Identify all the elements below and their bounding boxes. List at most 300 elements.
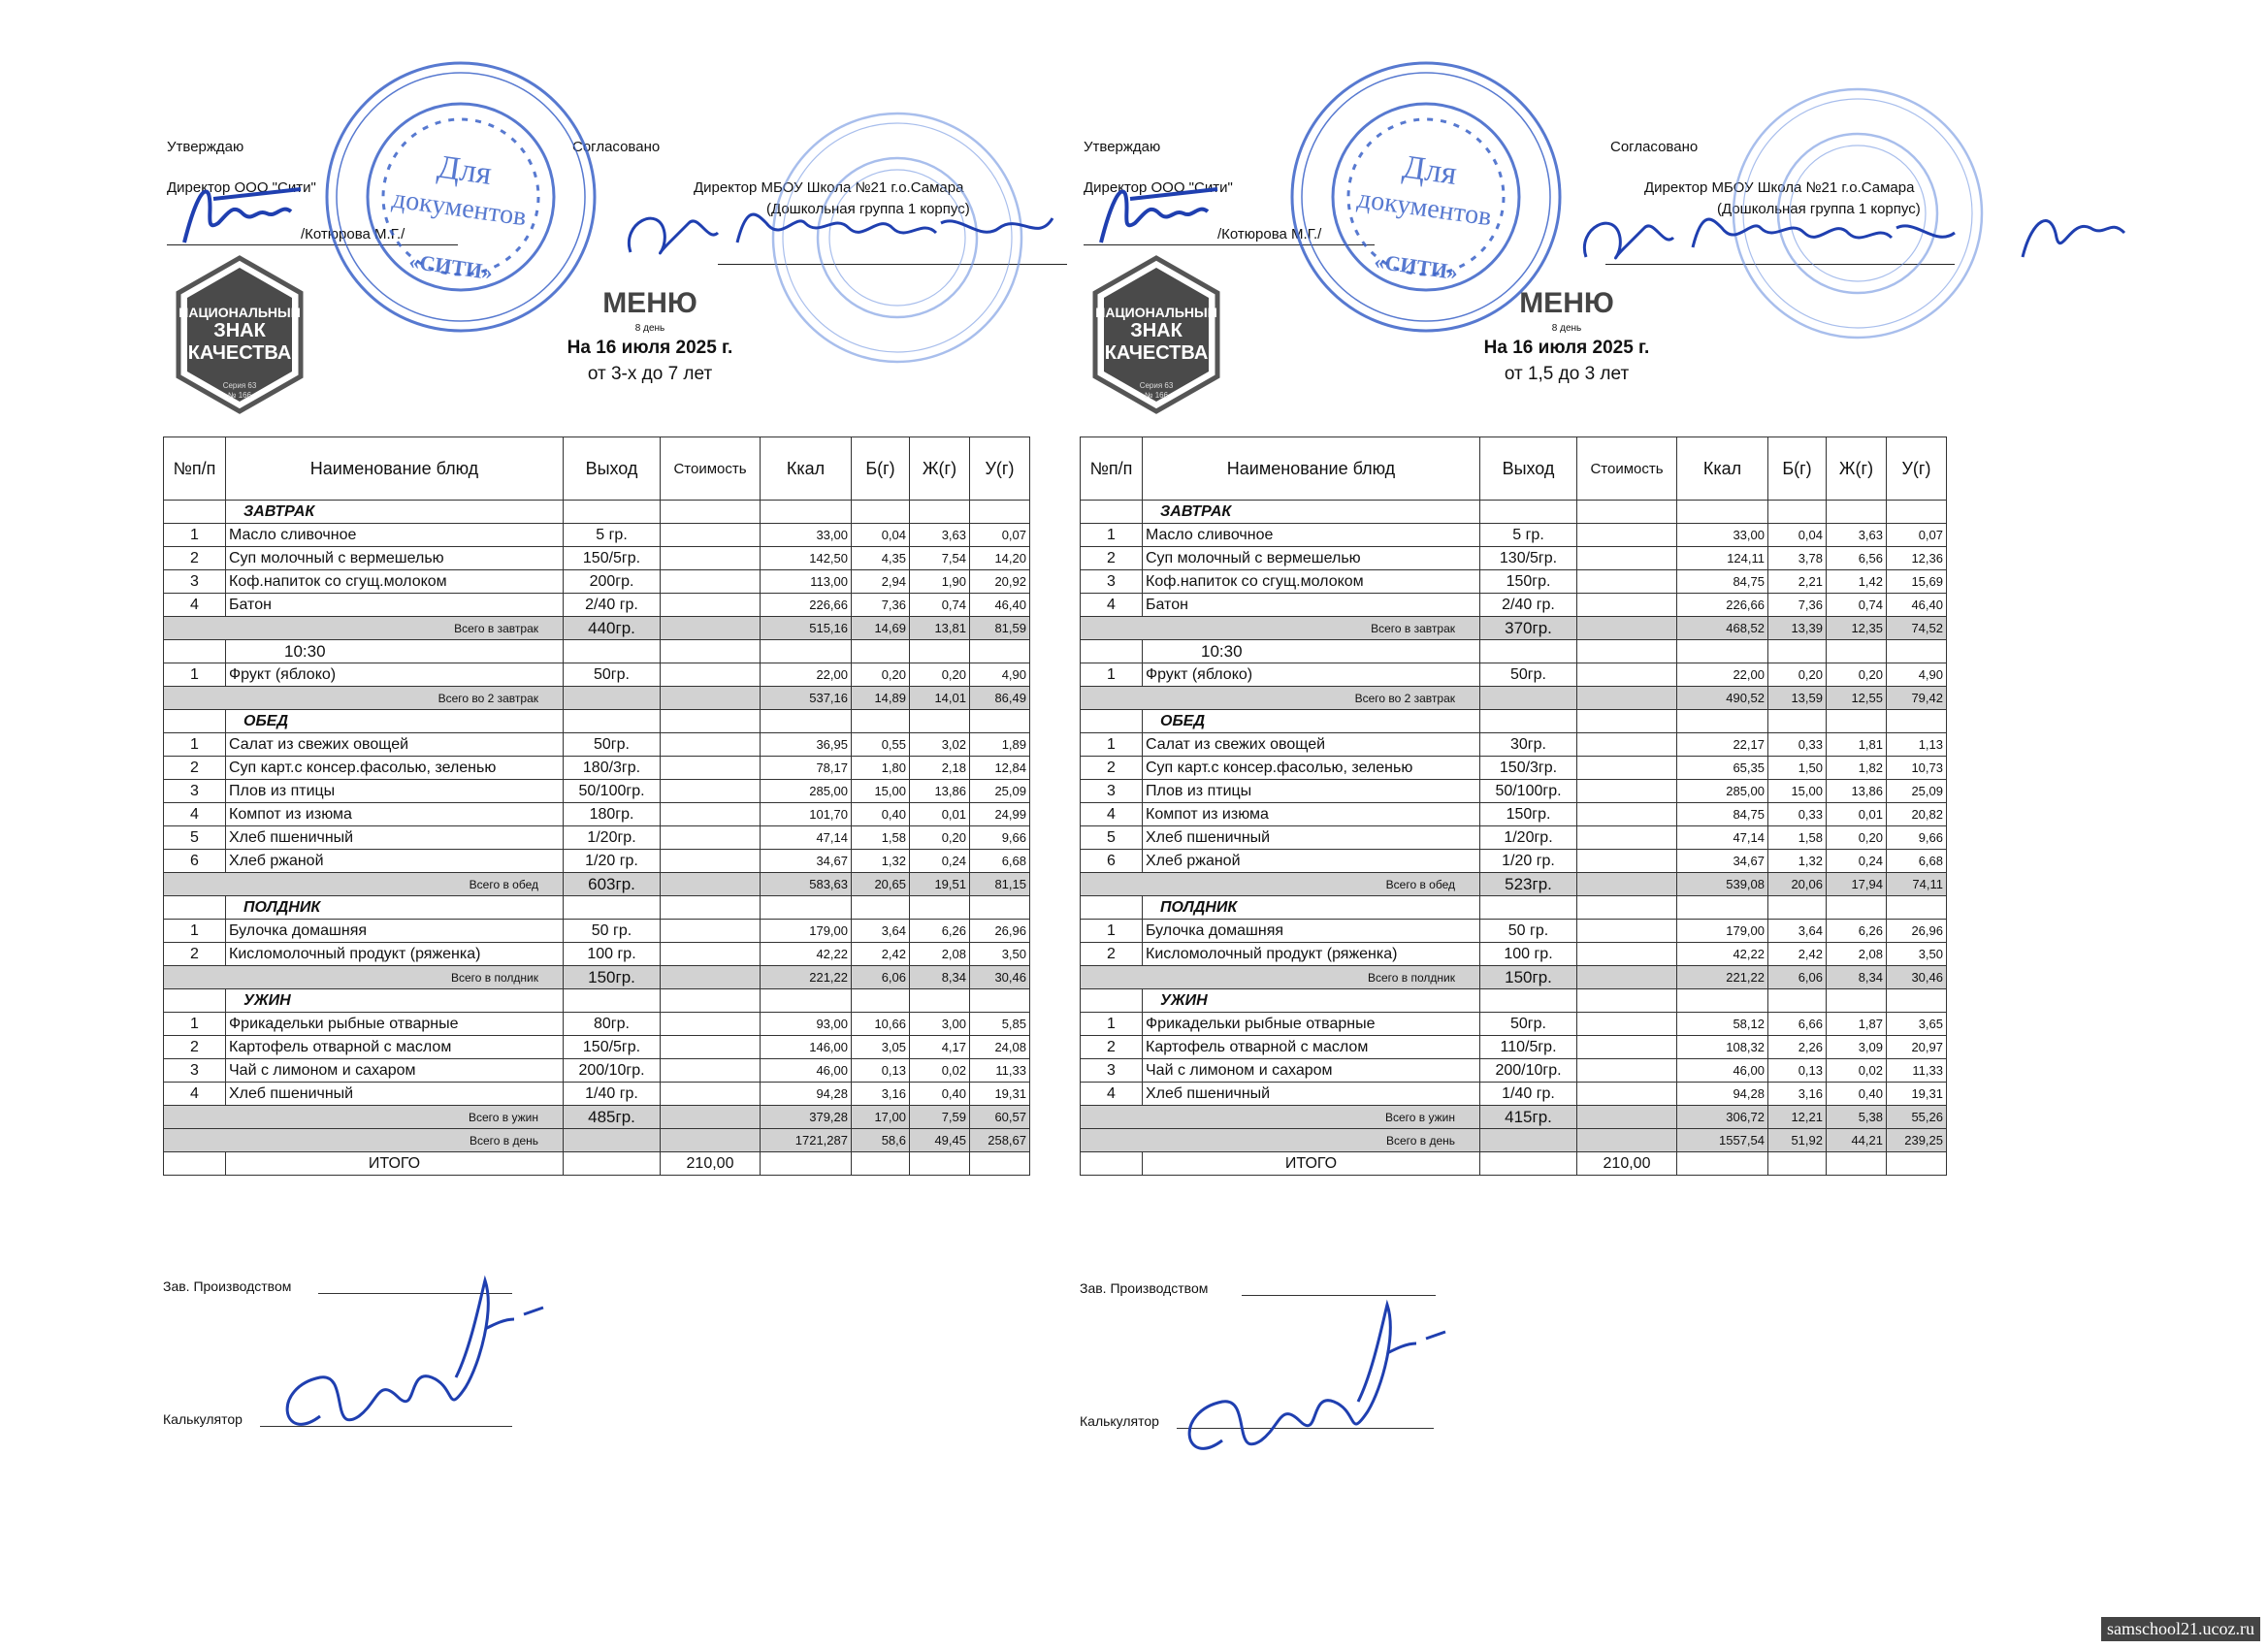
cell-empty xyxy=(1887,896,1947,920)
company-stamp-icon xyxy=(320,56,601,338)
total-yield xyxy=(1480,1129,1577,1152)
dish-cost xyxy=(1577,1013,1677,1036)
cell-empty xyxy=(1577,966,1677,989)
cell-empty xyxy=(661,1129,761,1152)
row-number: 3 xyxy=(1081,780,1143,803)
dish-yield: 80гр. xyxy=(564,1013,661,1036)
section-row xyxy=(1081,989,1947,1013)
cell-empty xyxy=(1577,687,1677,710)
row-number: 6 xyxy=(164,850,226,873)
total-fat: 19,51 xyxy=(910,873,970,896)
grand-total-row xyxy=(1081,1152,1947,1176)
cell-empty xyxy=(1081,501,1143,524)
menu-title: МЕНЮ xyxy=(1519,287,1614,319)
dish-fat: 7,54 xyxy=(910,547,970,570)
cell-empty xyxy=(1677,640,1768,663)
dish-name: Масло сливочное xyxy=(1143,524,1480,547)
total-carbs: 86,49 xyxy=(970,687,1030,710)
dish-fat: 0,01 xyxy=(910,803,970,826)
cell-empty xyxy=(1768,640,1827,663)
cell-empty xyxy=(1081,896,1143,920)
cell-empty xyxy=(970,1152,1030,1176)
badge-serial2: № 166 xyxy=(227,391,252,400)
dish-fat: 0,01 xyxy=(1827,803,1887,826)
dish-cost xyxy=(1577,920,1677,943)
dish-cost xyxy=(661,570,761,594)
total-label: Всего в обед xyxy=(164,873,564,896)
cell-empty xyxy=(564,640,661,663)
section-name: ПОЛДНИК xyxy=(1143,896,1480,920)
director2-label: Директор МБОУ Школа №21 г.о.Самара xyxy=(1644,179,1915,196)
dish-cost xyxy=(1577,850,1677,873)
dish-fat: 0,20 xyxy=(1827,826,1887,850)
cell-empty xyxy=(1768,501,1827,524)
column-header: У(г) xyxy=(1887,437,1947,501)
dish-kcal: 78,17 xyxy=(761,757,852,780)
total-carbs: 60,57 xyxy=(970,1106,1030,1129)
total-yield: 150гр. xyxy=(1480,966,1577,989)
table-row xyxy=(1081,1059,1947,1083)
cell-empty xyxy=(661,501,761,524)
table-row xyxy=(164,570,1030,594)
badge-line3: КАЧЕСТВА xyxy=(187,342,292,364)
dish-kcal: 142,50 xyxy=(761,547,852,570)
total-label: Всего в ужин xyxy=(1081,1106,1480,1129)
section-name: ЗАВТРАК xyxy=(226,501,564,524)
total-kcal: 379,28 xyxy=(761,1106,852,1129)
director2-label: Директор МБОУ Школа №21 г.о.Самара xyxy=(694,179,964,196)
menu-age-group: от 1,5 до 3 лет xyxy=(1504,364,1630,384)
menu-title: МЕНЮ xyxy=(602,287,697,319)
dish-kcal: 47,14 xyxy=(1677,826,1768,850)
cell-empty xyxy=(1081,640,1143,663)
total-label: Всего в день xyxy=(1081,1129,1480,1152)
grand-total-cost: 210,00 xyxy=(1577,1152,1677,1176)
cell-empty xyxy=(1480,640,1577,663)
section-name: ЗАВТРАК xyxy=(1143,501,1480,524)
table-row xyxy=(1081,943,1947,966)
total-carbs: 74,52 xyxy=(1887,617,1947,640)
row-number: 1 xyxy=(164,524,226,547)
cell-empty xyxy=(1768,896,1827,920)
dish-cost xyxy=(1577,943,1677,966)
agree-label: Согласовано xyxy=(572,139,661,155)
dish-yield: 150/3гр. xyxy=(1480,757,1577,780)
cell-empty xyxy=(1577,896,1677,920)
cell-empty xyxy=(661,873,761,896)
dish-carbs: 24,08 xyxy=(970,1036,1030,1059)
dish-yield: 50гр. xyxy=(564,663,661,687)
cell-empty xyxy=(661,640,761,663)
total-fat: 44,21 xyxy=(1827,1129,1887,1152)
dish-yield: 110/5гр. xyxy=(1480,1036,1577,1059)
row-number: 5 xyxy=(1081,826,1143,850)
cell-empty xyxy=(1081,710,1143,733)
section-row xyxy=(164,989,1030,1013)
dish-carbs: 20,92 xyxy=(970,570,1030,594)
dish-name: Суп карт.с консер.фасолью, зеленью xyxy=(226,757,564,780)
total-label: Всего во 2 завтрак xyxy=(164,687,564,710)
table-row xyxy=(1081,547,1947,570)
table-row xyxy=(164,733,1030,757)
quality-badge xyxy=(1091,254,1221,415)
dish-yield: 30гр. xyxy=(1480,733,1577,757)
cell-empty xyxy=(564,501,661,524)
cell-empty xyxy=(1577,617,1677,640)
cell-empty xyxy=(1480,1152,1577,1176)
dish-name: Масло сливочное xyxy=(226,524,564,547)
column-header: Б(г) xyxy=(852,437,910,501)
section-row xyxy=(164,896,1030,920)
handwritten-signature-icon xyxy=(1091,175,1237,252)
dish-fat: 6,56 xyxy=(1827,547,1887,570)
cell-empty xyxy=(1677,989,1768,1013)
total-label: Всего во 2 завтрак xyxy=(1081,687,1480,710)
total-fat: 5,38 xyxy=(1827,1106,1887,1129)
dish-kcal: 22,00 xyxy=(761,663,852,687)
dish-cost xyxy=(661,1036,761,1059)
dish-name: Хлеб пшеничный xyxy=(226,826,564,850)
cell-empty xyxy=(852,501,910,524)
table-row xyxy=(1081,920,1947,943)
badge-line1: НАЦИОНАЛЬНЫЙ xyxy=(1095,305,1217,320)
total-label: Всего в ужин xyxy=(164,1106,564,1129)
row-number: 1 xyxy=(1081,663,1143,687)
dish-name: Салат из свежих овощей xyxy=(226,733,564,757)
dish-protein: 3,78 xyxy=(1768,547,1827,570)
row-number: 6 xyxy=(1081,850,1143,873)
total-row xyxy=(164,617,1030,640)
dish-kcal: 94,28 xyxy=(761,1083,852,1106)
dish-name: Фрукт (яблоко) xyxy=(1143,663,1480,687)
cell-empty xyxy=(761,1152,852,1176)
column-header: Ж(г) xyxy=(910,437,970,501)
row-number: 1 xyxy=(1081,920,1143,943)
dish-protein: 2,42 xyxy=(852,943,910,966)
cell-empty xyxy=(970,710,1030,733)
dish-cost xyxy=(1577,780,1677,803)
dish-cost xyxy=(1577,594,1677,617)
dish-name: Фрикадельки рыбные отварные xyxy=(1143,1013,1480,1036)
dish-fat: 0,20 xyxy=(1827,663,1887,687)
dish-kcal: 47,14 xyxy=(761,826,852,850)
column-header: Выход xyxy=(564,437,661,501)
dish-yield: 1/20гр. xyxy=(564,826,661,850)
badge-line2: ЗНАК xyxy=(213,320,266,341)
dish-kcal: 84,75 xyxy=(1677,803,1768,826)
dish-name: Фрикадельки рыбные отварные xyxy=(226,1013,564,1036)
cell-empty xyxy=(164,501,226,524)
row-number: 1 xyxy=(164,663,226,687)
dish-fat: 0,40 xyxy=(910,1083,970,1106)
row-number: 2 xyxy=(164,943,226,966)
total-row xyxy=(164,687,1030,710)
column-header: У(г) xyxy=(970,437,1030,501)
section-name: ПОЛДНИК xyxy=(226,896,564,920)
cell-empty xyxy=(761,710,852,733)
dish-name: Чай с лимоном и сахаром xyxy=(1143,1059,1480,1083)
dish-yield: 180/3гр. xyxy=(564,757,661,780)
dish-protein: 1,58 xyxy=(1768,826,1827,850)
cell-empty xyxy=(970,501,1030,524)
dish-yield: 100 гр. xyxy=(1480,943,1577,966)
dish-yield: 1/40 гр. xyxy=(1480,1083,1577,1106)
total-fat: 14,01 xyxy=(910,687,970,710)
row-number: 3 xyxy=(164,1059,226,1083)
dish-fat: 0,24 xyxy=(910,850,970,873)
director1-name: /Котюрова М.Г./ xyxy=(1217,226,1322,242)
dish-name: Хлеб пшеничный xyxy=(226,1083,564,1106)
dish-kcal: 22,00 xyxy=(1677,663,1768,687)
cell-empty xyxy=(970,989,1030,1013)
dish-yield: 200гр. xyxy=(564,570,661,594)
dish-protein: 0,55 xyxy=(852,733,910,757)
director2-sub-label: (Дошкольная группа 1 корпус) xyxy=(766,201,970,217)
dish-name: Коф.напиток со сгущ.молоком xyxy=(226,570,564,594)
section-row xyxy=(1081,640,1947,663)
dish-carbs: 20,97 xyxy=(1887,1036,1947,1059)
dish-kcal: 34,67 xyxy=(1677,850,1768,873)
column-header: Выход xyxy=(1480,437,1577,501)
dish-carbs: 25,09 xyxy=(1887,780,1947,803)
total-protein: 58,6 xyxy=(852,1129,910,1152)
badge-line3: КАЧЕСТВА xyxy=(1104,342,1209,364)
section-name: УЖИН xyxy=(226,989,564,1013)
badge-line2: ЗНАК xyxy=(1130,320,1183,341)
cell-empty xyxy=(564,1152,661,1176)
svg-text:Для: Для xyxy=(1400,148,1460,192)
total-fat: 12,55 xyxy=(1827,687,1887,710)
total-yield: 440гр. xyxy=(564,617,661,640)
cell-empty xyxy=(1887,501,1947,524)
dish-cost xyxy=(1577,1083,1677,1106)
dish-carbs: 1,89 xyxy=(970,733,1030,757)
cell-empty xyxy=(564,989,661,1013)
table-row xyxy=(1081,594,1947,617)
dish-name: Кисломолочный продукт (ряженка) xyxy=(226,943,564,966)
row-number: 4 xyxy=(164,1083,226,1106)
dish-name: Компот из изюма xyxy=(1143,803,1480,826)
section-row xyxy=(1081,501,1947,524)
handwritten-signature-icon xyxy=(262,1271,553,1465)
total-carbs: 79,42 xyxy=(1887,687,1947,710)
table-row xyxy=(164,1059,1030,1083)
table-header-row xyxy=(1081,437,1947,501)
dish-cost xyxy=(661,594,761,617)
cell-empty xyxy=(564,896,661,920)
cell-empty xyxy=(1577,1129,1677,1152)
total-yield: 415гр. xyxy=(1480,1106,1577,1129)
dish-protein: 4,35 xyxy=(852,547,910,570)
dish-kcal: 58,12 xyxy=(1677,1013,1768,1036)
cell-empty xyxy=(761,640,852,663)
dish-carbs: 25,09 xyxy=(970,780,1030,803)
cell-empty xyxy=(661,966,761,989)
total-protein: 14,89 xyxy=(852,687,910,710)
dish-protein: 1,80 xyxy=(852,757,910,780)
dish-cost xyxy=(661,757,761,780)
badge-serial2: № 166 xyxy=(1144,391,1169,400)
dish-yield: 200/10гр. xyxy=(1480,1059,1577,1083)
cell-empty xyxy=(1480,501,1577,524)
svg-text:«СИТИ»: «СИТИ» xyxy=(1373,248,1460,285)
dish-carbs: 4,90 xyxy=(1887,663,1947,687)
cell-empty xyxy=(852,1152,910,1176)
dish-protein: 0,20 xyxy=(852,663,910,687)
total-kcal: 490,52 xyxy=(1677,687,1768,710)
table-row xyxy=(1081,780,1947,803)
row-number: 1 xyxy=(164,920,226,943)
cell-empty xyxy=(661,1106,761,1129)
dish-fat: 1,90 xyxy=(910,570,970,594)
cell-empty xyxy=(661,896,761,920)
dish-carbs: 19,31 xyxy=(1887,1083,1947,1106)
cell-empty xyxy=(1577,873,1677,896)
dish-cost xyxy=(1577,733,1677,757)
dish-yield: 150гр. xyxy=(1480,570,1577,594)
approve-label: Утверждаю xyxy=(1084,139,1161,155)
column-header: Ккал xyxy=(1677,437,1768,501)
dish-name: Суп карт.с консер.фасолью, зеленью xyxy=(1143,757,1480,780)
dish-yield: 150/5гр. xyxy=(564,547,661,570)
dish-kcal: 226,66 xyxy=(761,594,852,617)
dish-carbs: 15,69 xyxy=(1887,570,1947,594)
badge-serial1: Серия 63 xyxy=(1139,381,1174,390)
total-kcal: 221,22 xyxy=(1677,966,1768,989)
cell-empty xyxy=(661,617,761,640)
dish-yield: 50гр. xyxy=(564,733,661,757)
total-kcal: 306,72 xyxy=(1677,1106,1768,1129)
table-row xyxy=(164,943,1030,966)
row-number: 4 xyxy=(164,803,226,826)
dish-fat: 2,08 xyxy=(1827,943,1887,966)
dish-name: Суп молочный с вермешелью xyxy=(1143,547,1480,570)
site-watermark: samschool21.ucoz.ru xyxy=(2101,1617,2260,1641)
row-number: 3 xyxy=(1081,570,1143,594)
dish-cost xyxy=(661,1059,761,1083)
row-number: 2 xyxy=(1081,1036,1143,1059)
table-header-row xyxy=(164,437,1030,501)
dish-fat: 0,20 xyxy=(910,663,970,687)
dish-cost xyxy=(1577,570,1677,594)
row-number: 4 xyxy=(1081,803,1143,826)
cell-empty xyxy=(1081,989,1143,1013)
row-number: 1 xyxy=(164,733,226,757)
section-row xyxy=(164,501,1030,524)
dish-fat: 0,02 xyxy=(910,1059,970,1083)
dish-kcal: 46,00 xyxy=(1677,1059,1768,1083)
total-row xyxy=(1081,1106,1947,1129)
dish-kcal: 108,32 xyxy=(1677,1036,1768,1059)
dish-yield: 150гр. xyxy=(1480,803,1577,826)
dish-carbs: 1,13 xyxy=(1887,733,1947,757)
cell-empty xyxy=(661,710,761,733)
dish-cost xyxy=(661,780,761,803)
dish-kcal: 179,00 xyxy=(1677,920,1768,943)
dish-carbs: 24,99 xyxy=(970,803,1030,826)
table-row xyxy=(164,1036,1030,1059)
dish-yield: 180гр. xyxy=(564,803,661,826)
svg-text:«СИТИ»: «СИТИ» xyxy=(407,248,495,285)
dish-yield: 2/40 гр. xyxy=(1480,594,1577,617)
dish-fat: 3,02 xyxy=(910,733,970,757)
column-header: Наименование блюд xyxy=(1143,437,1480,501)
dish-protein: 0,20 xyxy=(1768,663,1827,687)
dish-protein: 7,36 xyxy=(852,594,910,617)
total-label: Всего в обед xyxy=(1081,873,1480,896)
total-carbs: 81,59 xyxy=(970,617,1030,640)
dish-fat: 0,02 xyxy=(1827,1059,1887,1083)
table-row xyxy=(1081,1013,1947,1036)
dish-protein: 0,04 xyxy=(1768,524,1827,547)
table-row xyxy=(164,663,1030,687)
table-row xyxy=(1081,1036,1947,1059)
column-header: Стоимость xyxy=(1577,437,1677,501)
total-fat: 12,35 xyxy=(1827,617,1887,640)
grand-total-label: ИТОГО xyxy=(1143,1152,1480,1176)
cell-empty xyxy=(1827,989,1887,1013)
dish-kcal: 124,11 xyxy=(1677,547,1768,570)
dish-kcal: 36,95 xyxy=(761,733,852,757)
dish-name: Фрукт (яблоко) xyxy=(226,663,564,687)
total-yield: 150гр. xyxy=(564,966,661,989)
total-carbs: 239,25 xyxy=(1887,1129,1947,1152)
badge-serial1: Серия 63 xyxy=(222,381,257,390)
cell-empty xyxy=(1081,1152,1143,1176)
dish-protein: 1,50 xyxy=(1768,757,1827,780)
dish-cost xyxy=(1577,663,1677,687)
dish-fat: 6,26 xyxy=(1827,920,1887,943)
row-number: 1 xyxy=(1081,733,1143,757)
total-carbs: 258,67 xyxy=(970,1129,1030,1152)
dish-fat: 13,86 xyxy=(910,780,970,803)
dish-protein: 3,16 xyxy=(1768,1083,1827,1106)
dish-cost xyxy=(661,733,761,757)
cell-empty xyxy=(1827,640,1887,663)
dish-cost xyxy=(661,663,761,687)
dish-carbs: 3,50 xyxy=(1887,943,1947,966)
dish-protein: 1,58 xyxy=(852,826,910,850)
dish-kcal: 93,00 xyxy=(761,1013,852,1036)
column-header: Б(г) xyxy=(1768,437,1827,501)
dish-carbs: 46,40 xyxy=(1887,594,1947,617)
dish-kcal: 226,66 xyxy=(1677,594,1768,617)
dish-yield: 50гр. xyxy=(1480,1013,1577,1036)
grand-total-cost: 210,00 xyxy=(661,1152,761,1176)
cell-empty xyxy=(1827,710,1887,733)
column-header: Наименование блюд xyxy=(226,437,564,501)
cell-empty xyxy=(852,896,910,920)
dish-carbs: 0,07 xyxy=(970,524,1030,547)
dish-carbs: 6,68 xyxy=(1887,850,1947,873)
total-fat: 7,59 xyxy=(910,1106,970,1129)
dish-protein: 3,05 xyxy=(852,1036,910,1059)
dish-cost xyxy=(661,547,761,570)
menu-date: На 16 июля 2025 г. xyxy=(567,338,733,358)
table-row xyxy=(164,850,1030,873)
total-protein: 6,06 xyxy=(1768,966,1827,989)
dish-fat: 0,20 xyxy=(910,826,970,850)
column-header: Ккал xyxy=(761,437,852,501)
total-yield: 370гр. xyxy=(1480,617,1577,640)
total-row xyxy=(1081,873,1947,896)
handwritten-signature-icon xyxy=(1567,189,2149,296)
total-row xyxy=(1081,687,1947,710)
cell-empty xyxy=(564,710,661,733)
row-number: 2 xyxy=(1081,943,1143,966)
column-header: №п/п xyxy=(164,437,226,501)
cell-empty xyxy=(910,896,970,920)
